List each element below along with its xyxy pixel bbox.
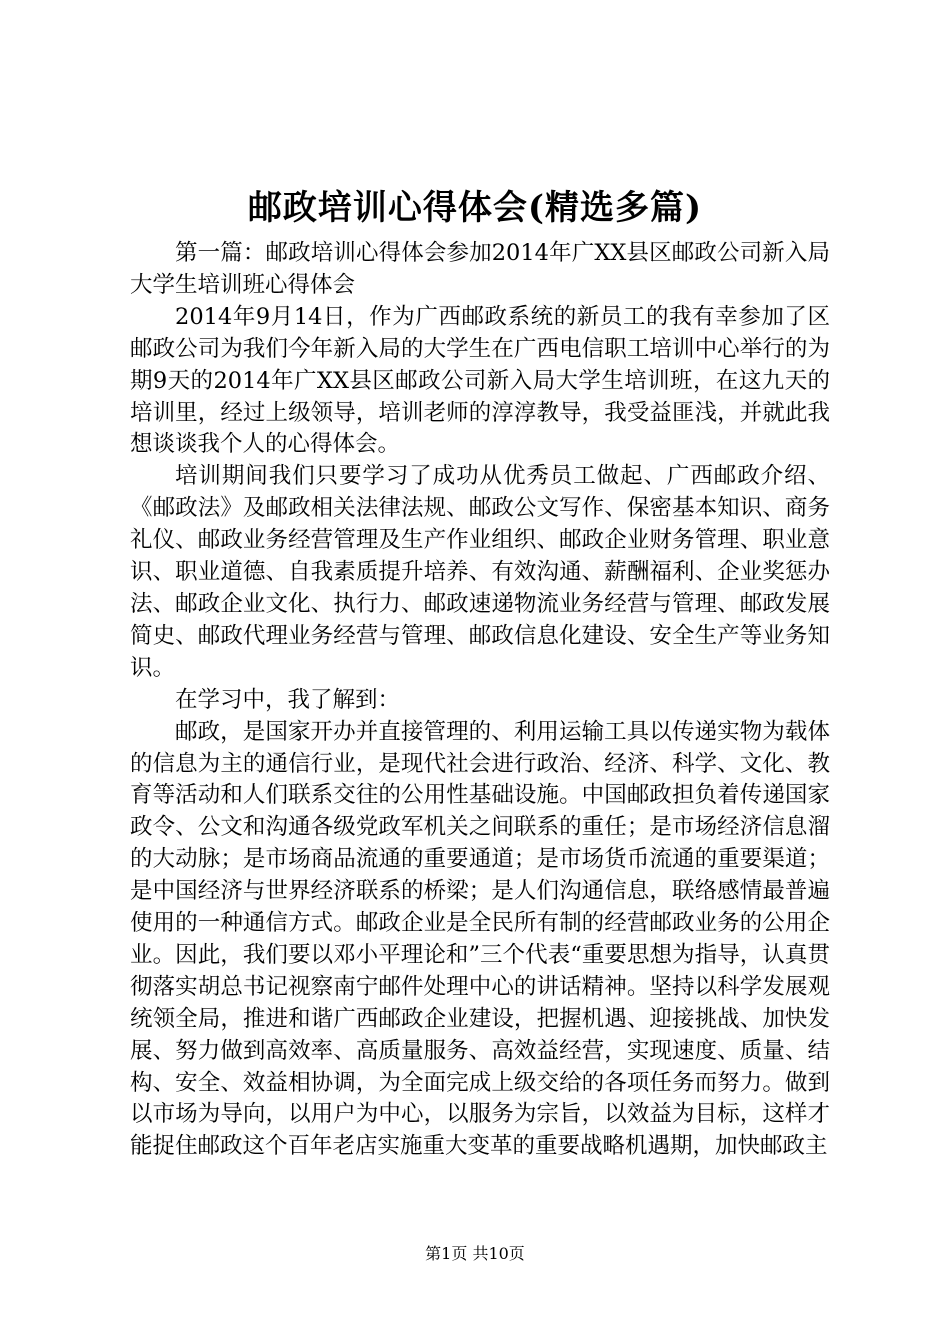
- page-title: 邮政培训心得体会(精选多篇): [247, 188, 703, 228]
- paragraph: 邮政，是国家开办并直接管理的、利用运输工具以传递实物为载体的信息为主的通信行业，是现代社会进行政治、经济、科学、文化、教育等活动和人们联系交往的公用性基础设施。中国邮政担负着传递国家政令、公文和沟通各级党政军机关之间联系的重任；是市场经济信息溜的大动脉；是市场商品流通的重要通道；是市场货币流通的重要渠道；是中国经济与世界经济联系的桥梁；是人们沟通信息，联络感情最普遍使用的一种通信方式。邮政企业是全民所有制的经营邮政业务的公用企业。因此，我们要以邓小平理论和”三个代表“重要思想为指导，认真贯彻落实胡总书记视察南宁邮件处理中心的讲话精神。坚持以科学发展观统领全局，推进和谐广西邮政企业建设，把握机遇、迎接挑战、加快发展、努力做到高效率、高质量服务、高效益经营，实现速度、质量、结构、安全、效益相协调，为全面完成上级交给的各项任务而努力。做到以市场为导向，以用户为中心，以服务为宗旨，以效益为目标，这样才能捉住邮政这个百年老店实施重大变革的重要战略机遇期，加快邮政主: [130, 718, 830, 1160]
- document-body: [130, 238, 830, 1163]
- paragraph: 2014年9月14日，作为广西邮政系统的新员工的我有幸参加了区邮政公司为我们今年新入局的大学生在广西电信职工培训中心举行的为期9天的2014年广XX县区邮政公司新入局大学生培训班，在这九天的培训里，经过上级领导，培训老师的淳淳教导，我受益匪浅，并就此我想谈谈我个人的心得体会。: [130, 303, 830, 458]
- page-number-footer: 第1页 共10页: [425, 1244, 525, 1263]
- paragraph: 培训期间我们只要学习了成功从优秀员工做起、广西邮政介绍、《邮政法》及邮政相关法律法规、邮政公文写作、保密基本知识、商务礼仪、邮政业务经营管理及生产作业组织、邮政企业财务管理、职业意识、职业道德、自我素质提升培养、有效沟通、薪酬福利、企业奖惩办法、邮政企业文化、执行力、邮政速递物流业务经营与管理、邮政发展简史、邮政代理业务经营与管理、邮政信息化建设、安全生产等业务知识。: [130, 463, 830, 681]
- paragraph: 在学习中，我了解到：: [175, 686, 401, 713]
- paragraph: 第一篇：邮政培训心得体会参加2014年广XX县区邮政公司新入局大学生培训班心得体会: [130, 240, 830, 298]
